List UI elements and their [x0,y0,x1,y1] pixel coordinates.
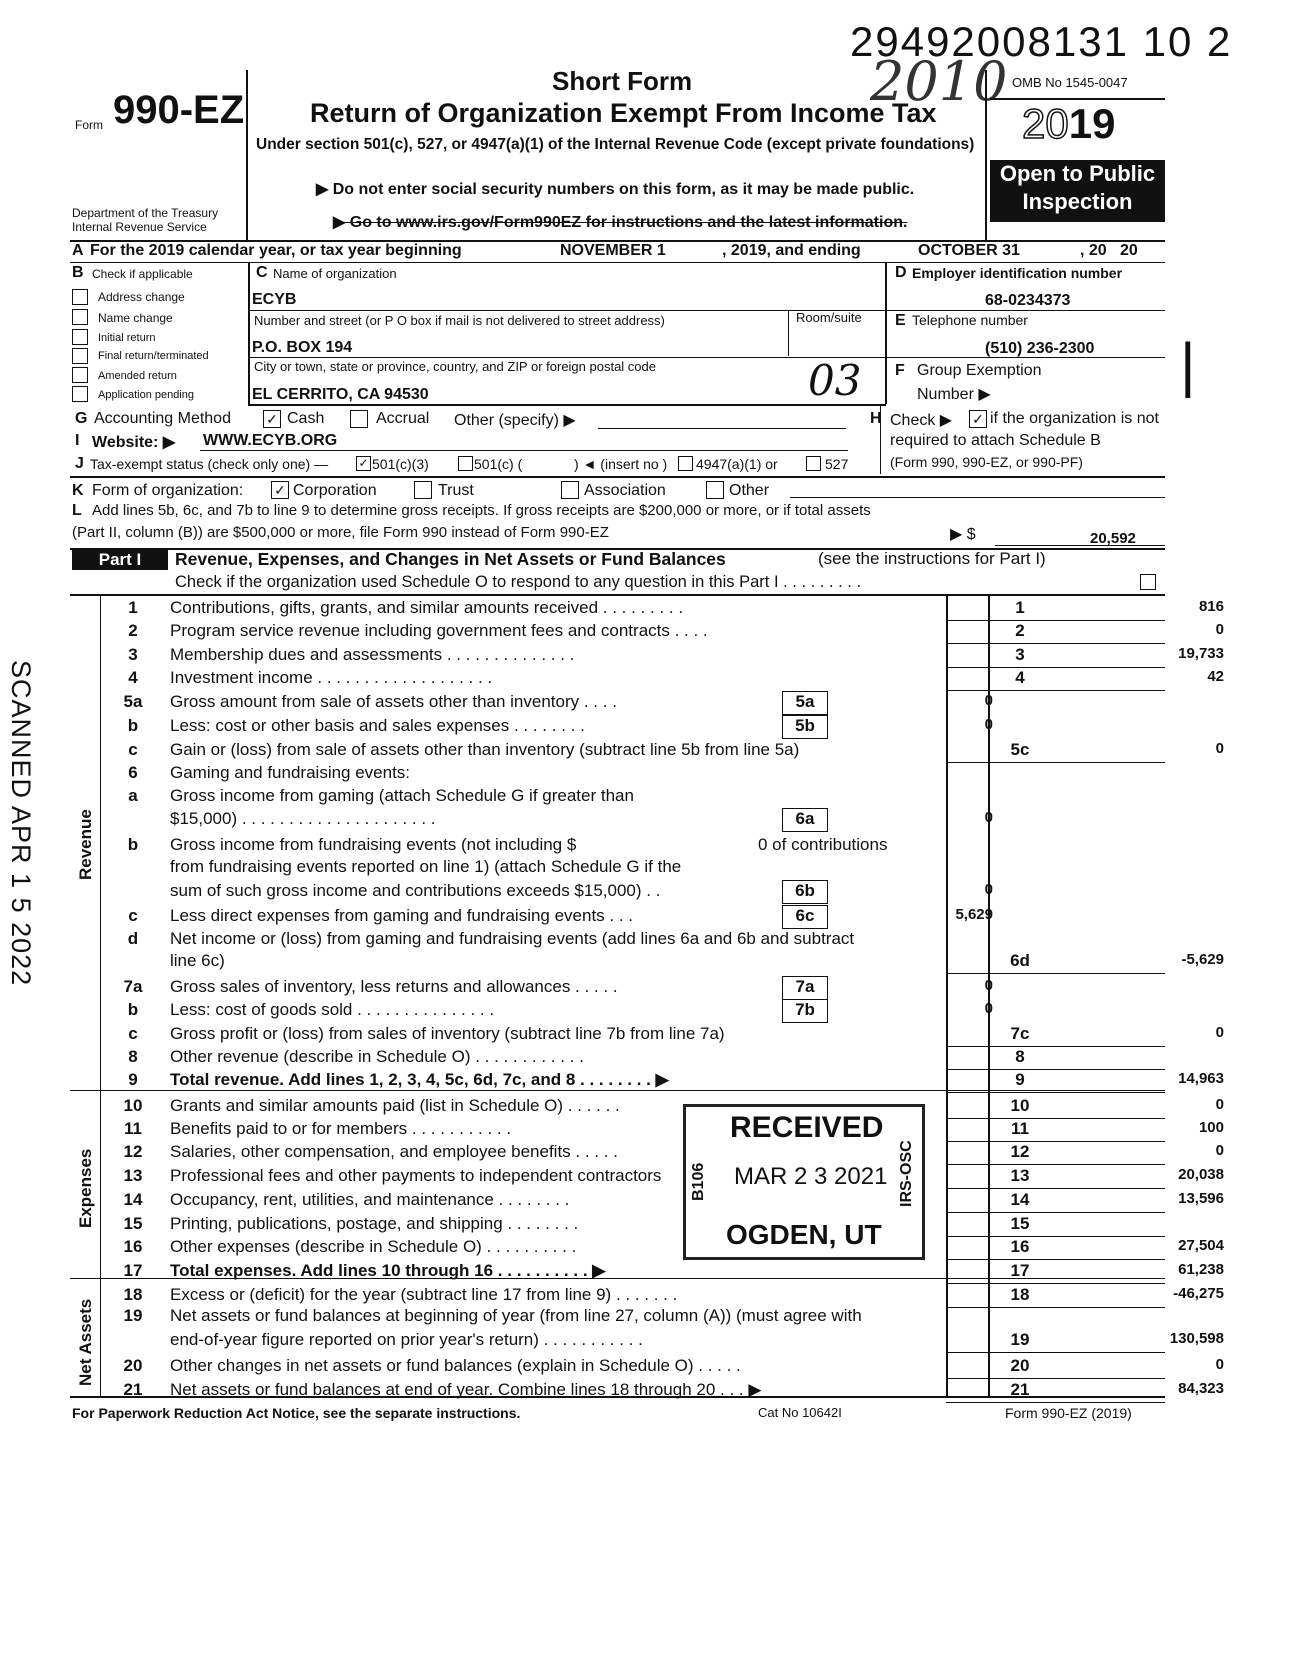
line-description: Printing, publications, postage, and shipping . . . . . . . . [170,1214,579,1233]
line-description: Other revenue (describe in Schedule O) . . . . . . . . . . . . [170,1047,584,1066]
line-description: sum of such gross income and contributions exceeds $15,000) . . [170,881,661,900]
part1-line-row [0,621,1240,645]
subline-code: 7a [782,976,828,1000]
line-description: Professional fees and other payments to independent contractors [170,1166,662,1185]
checkbox-accrual[interactable] [350,410,368,428]
gross-receipts-value[interactable]: 20,592 [1090,530,1136,547]
line-a-yr-pre: , 20 [1080,242,1107,259]
line-code: 21 [1010,1380,1030,1399]
b-item-name-change: Name change [98,311,173,325]
line-amount[interactable]: 19,733 [1178,645,1224,662]
line-number: 15 [123,1214,143,1233]
side-label-expenses: Expenses [76,1148,95,1228]
part1-line-row [0,1024,1240,1048]
line-description: Net income or (loss) from gaming and fundraising events (add lines 6a and 6b and subtract [170,929,855,948]
public-line-2: Inspection [1022,189,1133,214]
line-amount[interactable]: 61,238 [1178,1261,1224,1278]
dept-line-2: Internal Revenue Service [72,220,207,234]
line-description: Gross sales of inventory, less returns and allowances . . . . . [170,977,618,996]
part1-line-row [0,1166,1240,1190]
part1-line-row [0,857,1240,881]
line-amount[interactable]: 0 [1215,621,1224,638]
subline-code: 7b [782,999,828,1023]
top-dln: 29492008131 10 2 [850,18,1233,65]
side-label-revenue: Revenue [76,809,95,880]
checkbox-cash[interactable]: ✓ [263,410,281,428]
b-item-address-change: Address change [98,290,185,304]
line-h-text3: required to attach Schedule B [890,432,1101,449]
line-number: b [127,716,139,735]
line-amount[interactable]: 0 [1215,1356,1224,1373]
part1-line-row [0,906,1240,930]
line-extra: 0 of contributions [758,835,888,854]
line-description: Program service revenue including government fees and contracts . . . . [170,621,708,640]
line-description: Net assets or fund balances at beginning of year (from line 27, column (A)) (must agree with [170,1306,862,1325]
line-j-label: J [75,455,84,472]
line-code: 2 [1015,621,1025,640]
line-number: 6 [128,763,138,782]
k-association: Association [584,482,666,499]
part1-line-row [0,598,1240,622]
box-f-label: F [895,362,905,379]
line-g-text: Accounting Method [94,410,231,427]
line-description: Gaming and fundraising events: [170,763,411,782]
handwritten-code: 03 [808,356,862,405]
line-amount[interactable]: 130,598 [1169,1330,1224,1347]
line-code: 5c [1010,740,1030,759]
amount-underline [946,1212,1165,1213]
line-i-label: I [75,432,80,449]
checkbox-association[interactable] [561,481,579,499]
part1-line-row [0,835,1240,859]
line-h-text: Check ▶ [890,412,953,429]
org-name[interactable]: ECYB [252,291,297,308]
line-code: 17 [1010,1261,1030,1280]
omb-number: OMB No 1545-0047 [1012,75,1128,90]
line-a-mid: , 2019, and ending [722,242,861,259]
line-h-text4: (Form 990, 990-EZ, or 990-PF) [890,454,1083,470]
k-other: Other [729,482,770,499]
line-code: 19 [1010,1330,1030,1349]
part1-line-row [0,1119,1240,1143]
amount-underline [946,1188,1165,1189]
part1-line-row [0,1237,1240,1261]
subline-amount[interactable]: 0 [984,692,993,709]
amount-underline [946,1164,1165,1165]
part1-line-row [0,1306,1240,1330]
amount-underline [946,1092,1165,1093]
line-code: 6d [1010,951,1030,970]
line-code: 9 [1015,1070,1025,1089]
line-description: Gross income from fundraising events (not including $ [170,835,577,854]
checkbox-trust[interactable] [414,481,432,499]
margin-bracket: | [1180,331,1196,398]
line-amount[interactable]: 0 [1215,740,1224,757]
line-description: Less direct expenses from gaming and fundraising events . . . [170,906,634,925]
line-code: 7c [1010,1024,1030,1043]
g-other: Other (specify) ▶ [454,412,576,429]
subline-code: 6c [782,905,828,929]
line-k-text: Form of organization: [92,482,244,499]
part1-tag: Part I [72,550,168,570]
title-main: Return of Organization Exempt From Income Tax [310,98,937,128]
part1-line-row [0,929,1240,953]
subline-amount[interactable]: 0 [984,716,993,733]
part1-line-row [0,1214,1240,1238]
line-a-label: A [72,242,84,259]
line-number: d [127,929,139,948]
g-cash: Cash [287,410,325,427]
notice-ssn: ▶ Do not enter social security numbers on this form, as it may be made public. [316,181,915,198]
stamp-right: IRS-OSC [898,1140,915,1207]
line-description: Gross profit or (loss) from sales of inventory (subtract line 7b from line 7a) [170,1024,725,1043]
line-number: 14 [123,1190,143,1209]
line-amount[interactable]: 816 [1198,598,1224,615]
part1-line-row [0,1380,1240,1404]
city-state-zip[interactable]: EL CERRITO, CA 94530 [252,386,429,403]
street-label: Number and street (or P O box if mail is not delivered to street address) [254,313,665,328]
line-k-label: K [72,482,84,499]
line-description: Net assets or fund balances at end of year. Combine lines 18 through 20 . . . ▶ [170,1380,762,1399]
line-amount[interactable]: 13,596 [1178,1190,1224,1207]
tax-year-begin[interactable]: NOVEMBER 1 [560,242,666,259]
line-description: Excess or (deficit) for the year (subtract line 17 from line 9) . . . . . . . [170,1285,678,1304]
line-code: 4 [1015,668,1025,687]
part1-line-row [0,668,1240,692]
part1-line-row [0,1330,1240,1354]
line-amount[interactable]: 84,323 [1178,1380,1224,1397]
subline-code: 5b [782,715,828,739]
line-code: 15 [1010,1214,1030,1233]
line-description: end-of-year figure reported on prior year's return) . . . . . . . . . . . [170,1330,643,1349]
line-amount[interactable]: 0 [1215,1142,1224,1159]
stamp-line-2: MAR 2 3 2021 [734,1163,888,1190]
line-number: b [127,835,139,854]
box-d-label: D [895,264,907,281]
line-amount[interactable]: -5,629 [1181,951,1224,968]
box-b-title: Check if applicable [92,267,193,281]
subline-code: 5a [782,691,828,715]
line-number: 11 [124,1119,142,1138]
line-description: Gain or (loss) from sale of assets other than inventory (subtract line 5b from line 5a) [170,740,800,759]
checkbox-schedule-o[interactable] [1140,574,1156,590]
stamp-left: B106 [690,1162,707,1201]
amount-underline [946,1352,1165,1353]
side-label-net-assets: Net Assets [76,1298,95,1386]
line-amount[interactable]: 27,504 [1178,1237,1224,1254]
subline-code: 6a [782,808,828,832]
line-code: 8 [1015,1047,1025,1066]
notice-instructions: ▶ Go to www.irs.gov/Form990EZ for instructions and the latest information. [333,214,908,231]
line-number: 20 [123,1356,143,1375]
part1-line-row [0,1000,1240,1024]
subline-amount[interactable]: 0 [984,977,993,994]
box-e-label: E [895,312,906,329]
line-number: b [127,1000,139,1019]
line-description: Total expenses. Add lines 10 through 16 . . . . . . . . . . ▶ [170,1261,606,1280]
line-l-text2: (Part II, column (B)) are $500,000 or more, file Form 990 instead of Form 990-EZ [72,524,609,541]
amount-underline [946,643,1165,644]
street-address[interactable]: P.O. BOX 194 [252,339,353,356]
line-description: line 6c) [170,951,225,970]
line-number: 4 [128,668,138,687]
line-number: 2 [128,621,138,640]
public-line-1: Open to Public [999,161,1156,186]
j-527: 527 [825,456,849,472]
part1-line-row [0,1047,1240,1071]
line-description: Less: cost of goods sold . . . . . . . . . . . . . . . [170,1000,495,1019]
line-number: 7a [123,977,143,996]
line-code: 12 [1010,1142,1030,1161]
b-item-amended-return: Amended return [98,370,177,382]
subline-amount[interactable]: 5,629 [955,906,993,923]
form-label: Form [75,118,103,132]
received-stamp [683,1104,925,1260]
checkbox-other-org[interactable] [706,481,724,499]
line-amount[interactable]: -46,275 [1173,1285,1224,1302]
form-number: 990-EZ [113,88,245,132]
checkbox-name-change[interactable] [72,309,88,325]
amount-underline [946,690,1165,691]
checkbox-application-pending[interactable] [72,386,88,402]
line-number: c [128,906,138,925]
tax-year-end[interactable]: OCTOBER 31 [918,242,1020,259]
part1-line-row [0,692,1240,716]
line-description: Gross income from gaming (attach Schedule G if greater than [170,786,634,805]
footer-cat: Cat No 10642I [758,1405,842,1420]
footer-right: Form 990-EZ (2019) [1005,1405,1132,1421]
line-i-text: Website: ▶ [92,434,176,451]
dept-line-1: Department of the Treasury [72,206,219,220]
k-trust: Trust [438,482,474,499]
line-description: Grants and similar amounts paid (list in Schedule O) . . . . . . [170,1096,620,1115]
line-amount[interactable]: 100 [1198,1119,1224,1136]
line-l-text1: Add lines 5b, 6c, and 7b to line 9 to determine gross receipts. If gross receipts are $200,000 or more, or if total assets [92,502,871,519]
line-number: 3 [128,645,138,664]
part1-line-row [0,1356,1240,1380]
line-description: Benefits paid to or for members . . . . . . . . . . . [170,1119,512,1138]
checkbox-501c3[interactable]: ✓ [356,456,371,471]
j-4947: 4947(a)(1) or [696,456,778,472]
line-amount[interactable]: 14,963 [1178,1070,1224,1087]
line-number: 16 [123,1237,143,1256]
handwritten-year: 2010 [870,50,1008,113]
part1-line-row [0,1142,1240,1166]
phone-value[interactable]: (510) 236-2300 [985,340,1095,357]
line-description: Membership dues and assessments . . . . . . . . . . . . . . [170,645,575,664]
j-501c: 501(c) ( [474,456,523,472]
line-code: 3 [1015,645,1025,664]
part1-title: Revenue, Expenses, and Changes in Net Assets or Fund Balances [175,549,726,569]
line-number: 12 [123,1142,143,1161]
footer-left: For Paperwork Reduction Act Notice, see the separate instructions. [72,1405,521,1421]
line-code: 1 [1015,598,1025,617]
b-item-application-pending: Application pending [98,389,195,401]
amount-underline [946,973,1165,974]
checkbox-corporation[interactable]: ✓ [271,481,289,499]
line-h-label: H [870,410,882,427]
k-corporation: Corporation [293,482,377,499]
checkbox-initial-return[interactable] [72,329,88,345]
j-501c3: 501(c)(3) [372,456,429,472]
checkbox-amended-return[interactable] [72,367,88,383]
line-l-label: L [72,502,82,519]
subline-amount[interactable]: 0 [984,809,993,826]
line-number: 18 [123,1285,143,1304]
line-code: 10 [1010,1096,1030,1115]
b-item-initial-return: Initial return [98,332,156,344]
amount-underline [946,1378,1165,1379]
subline-amount[interactable]: 0 [984,881,993,898]
checkbox-527[interactable] [806,456,821,471]
box-b-label: B [72,264,84,281]
subtitle: Under section 501(c), 527, or 4947(a)(1) of the Internal Revenue Code (except private foundations) [256,136,975,153]
checkbox-501c[interactable] [458,456,473,471]
box-f-title2: Number ▶ [917,386,991,403]
box-f-title: Group Exemption [917,362,1042,379]
part1-line-row [0,740,1240,764]
b-item-final-return: Final return/terminated [98,350,209,362]
j-insert: ) ◄ (insert no ) [574,456,668,472]
line-number: 19 [123,1306,143,1325]
amount-underline [946,1283,1165,1284]
line-description: Gross amount from sale of assets other than inventory . . . . [170,692,617,711]
part1-line-row [0,1190,1240,1214]
tax-year-end-yr[interactable]: 20 [1120,242,1138,259]
part1-line-row [0,716,1240,740]
line-number: 9 [128,1070,138,1089]
part1-line-row [0,1261,1240,1285]
box-c-label: C [256,264,268,281]
line-description: Salaries, other compensation, and employee benefits . . . . . [170,1142,618,1161]
subline-code: 6b [782,880,828,904]
scanned-stamp: SCANNED APR 1 5 2022 [6,660,36,987]
line-code: 16 [1010,1237,1030,1256]
website-value[interactable]: WWW.ECYB.ORG [203,432,338,449]
line-description: Occupancy, rent, utilities, and maintenance . . . . . . . . [170,1190,570,1209]
ein-value[interactable]: 68-0234373 [985,292,1071,309]
line-number: a [128,786,138,805]
part1-check-text: Check if the organization used Schedule O to respond to any question in this Part I . . . . . . . . . [175,573,862,591]
line-description: Other changes in net assets or fund balances (explain in Schedule O) . . . . . [170,1356,741,1375]
part1-line-row [0,977,1240,1001]
amount-underline [946,1259,1165,1260]
box-e-title: Telephone number [912,312,1028,328]
part1-line-row [0,645,1240,669]
box-d-title: Employer identification number [912,265,1123,281]
amount-underline [946,1402,1165,1403]
part1-line-row [0,881,1240,905]
checkbox-4947[interactable] [678,456,693,471]
room-label: Room/suite [796,310,862,325]
public-inspection-box [990,160,1165,222]
line-number: c [128,740,138,759]
line-code: 13 [1010,1166,1030,1185]
line-description: Other expenses (describe in Schedule O) . . . . . . . . . . [170,1237,577,1256]
line-number: 17 [123,1261,143,1280]
g-accrual: Accrual [376,410,430,427]
line-amount[interactable]: 0 [1215,1096,1224,1113]
checkbox-final-return[interactable] [72,348,88,364]
line-amount[interactable]: 20,038 [1178,1166,1224,1183]
line-a-text: For the 2019 calendar year, or tax year beginning [90,242,462,259]
line-number: 21 [123,1380,143,1399]
line-number: 5a [123,692,143,711]
line-number: 10 [123,1096,143,1115]
city-label: City or town, state or province, country, and ZIP or foreign postal code [254,359,656,374]
part1-line-row [0,763,1240,787]
line-code: 20 [1010,1356,1030,1375]
part1-line-row [0,809,1240,833]
part1-line-row [0,951,1240,975]
line-description: from fundraising events reported on line 1) (attach Schedule G if the [170,857,682,876]
checkbox-schedule-b[interactable]: ✓ [969,410,987,428]
stamp-line-3: OGDEN, UT [726,1219,882,1250]
tax-year: 2019 [1022,100,1116,147]
part1-line-row [0,1096,1240,1120]
line-j-text: Tax-exempt status (check only one) — [90,456,329,472]
line-amount[interactable]: 42 [1207,668,1224,685]
line-description: $15,000) . . . . . . . . . . . . . . . . . . . . . [170,809,436,828]
line-description: Less: cost or other basis and sales expenses . . . . . . . . [170,716,585,735]
line-description: Total revenue. Add lines 1, 2, 3, 4, 5c, 6d, 7c, and 8 . . . . . . . . ▶ [170,1070,669,1089]
line-code: 11 [1011,1119,1029,1138]
line-description: Contributions, gifts, grants, and similar amounts received . . . . . . . . . [170,598,684,617]
part1-line-row [0,1070,1240,1094]
line-code: 14 [1010,1190,1030,1209]
subline-amount[interactable]: 0 [984,1000,993,1017]
title-short: Short Form [552,66,693,96]
line-amount[interactable]: 0 [1215,1024,1224,1041]
line-description: Investment income . . . . . . . . . . . . . . . . . . . [170,668,493,687]
line-number: 13 [123,1166,143,1185]
line-g-label: G [75,410,88,427]
line-l-dollar: ▶ $ [950,526,976,543]
part1-title-sub: (see the instructions for Part I) [818,549,1046,568]
stamp-line-1: RECEIVED [730,1111,884,1144]
checkbox-address-change[interactable] [72,289,88,305]
line-number: 8 [128,1047,138,1066]
line-number: 1 [128,598,138,617]
part1-line-row [0,786,1240,810]
line-h-text2: if the organization is not [990,410,1159,427]
line-code: 18 [1010,1285,1030,1304]
box-c-name-label: Name of organization [273,266,397,281]
line-number: c [128,1024,138,1043]
